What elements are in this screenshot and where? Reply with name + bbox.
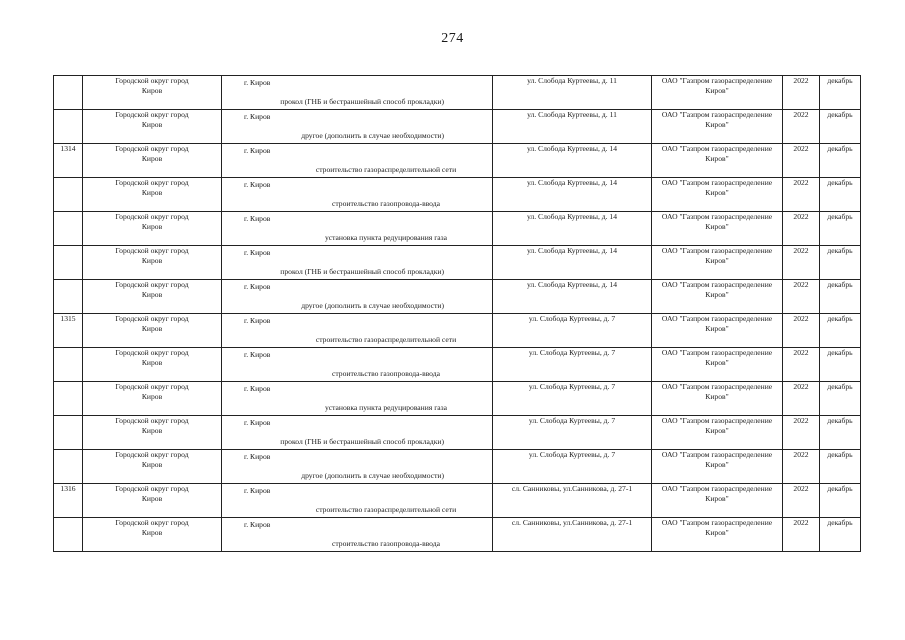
organization-line-1: ОАО "Газпром газораспределение [661, 314, 773, 323]
organization-line-1: ОАО "Газпром газораспределение [661, 144, 773, 153]
organization-line-2: Киров" [705, 188, 729, 197]
organization-cell [652, 178, 783, 212]
organization-line-2: Киров" [705, 324, 729, 333]
year-cell: 2022 [783, 484, 820, 518]
work-cell [222, 450, 493, 484]
settlement-text: г. Киров [244, 214, 271, 223]
work-type-text: строительство газораспределительной сети [315, 165, 457, 174]
municipality-line-1: Городской округ город [115, 416, 189, 425]
organization-line-2: Киров" [705, 392, 729, 401]
work-type-text: прокол (ГНБ и бестраншейный способ прокладки) [280, 267, 444, 276]
address-cell: ул. Слобода Куртеевы, д. 14 [493, 144, 652, 178]
municipality-line-2: Киров [141, 494, 163, 503]
work-type-text: установка пункта редуцирования газа [324, 403, 448, 412]
municipality-cell [83, 110, 222, 144]
table-row [54, 450, 861, 484]
address-cell: ул. Слобода Куртеевы, д. 14 [493, 280, 652, 314]
municipality-cell [83, 144, 222, 178]
settlement-text: г. Киров [244, 146, 271, 155]
settlement-text: г. Киров [244, 452, 271, 461]
municipality-cell [83, 212, 222, 246]
month-cell: декабрь [820, 382, 861, 416]
address-cell: сл. Санниковы, ул.Санникова, д. 27-1 [493, 484, 652, 518]
municipality-line-2: Киров [141, 460, 163, 469]
year-cell: 2022 [783, 246, 820, 280]
work-cell [222, 212, 493, 246]
row-number-cell: 1314 [54, 144, 83, 178]
municipality-line-1: Городской округ город [115, 178, 189, 187]
table-row [54, 144, 861, 178]
settlement-text: г. Киров [244, 350, 271, 359]
organization-line-2: Киров" [705, 222, 729, 231]
work-cell [222, 76, 493, 110]
organization-line-2: Киров" [705, 290, 729, 299]
page-number: 274 [441, 31, 464, 46]
year-cell: 2022 [783, 382, 820, 416]
municipality-cell [83, 280, 222, 314]
address-cell: ул. Слобода Куртеевы, д. 7 [493, 382, 652, 416]
organization-cell [652, 76, 783, 110]
work-cell [222, 348, 493, 382]
organization-cell [652, 246, 783, 280]
address-cell: ул. Слобода Куртеевы, д. 7 [493, 348, 652, 382]
settlement-text: г. Киров [244, 486, 271, 495]
organization-line-2: Киров" [705, 426, 729, 435]
year-cell: 2022 [783, 314, 820, 348]
settlement-text: г. Киров [244, 520, 271, 529]
municipality-line-2: Киров [141, 86, 163, 95]
municipality-cell [83, 76, 222, 110]
municipality-line-2: Киров [141, 426, 163, 435]
organization-line-1: ОАО "Газпром газораспределение [661, 416, 773, 425]
organization-line-2: Киров" [705, 494, 729, 503]
organization-line-1: ОАО "Газпром газораспределение [661, 348, 773, 357]
organization-line-1: ОАО "Газпром газораспределение [661, 76, 773, 85]
organization-cell [652, 144, 783, 178]
municipality-line-2: Киров [141, 392, 163, 401]
row-number-cell [54, 246, 83, 280]
row-number-cell [54, 348, 83, 382]
municipality-line-2: Киров [141, 290, 163, 299]
month-cell: декабрь [820, 212, 861, 246]
work-cell [222, 110, 493, 144]
organization-line-1: ОАО "Газпром газораспределение [661, 178, 773, 187]
municipality-line-2: Киров [141, 324, 163, 333]
work-cell [222, 484, 493, 518]
municipality-cell [83, 382, 222, 416]
row-number-cell [54, 450, 83, 484]
work-cell [222, 144, 493, 178]
organization-cell [652, 416, 783, 450]
month-cell: декабрь [820, 314, 861, 348]
municipality-cell [83, 314, 222, 348]
table-row [54, 280, 861, 314]
municipality-cell [83, 178, 222, 212]
settlement-text: г. Киров [244, 282, 271, 291]
year-cell: 2022 [783, 178, 820, 212]
table-row [54, 110, 861, 144]
table-row [54, 348, 861, 382]
address-cell: ул. Слобода Куртеевы, д. 11 [493, 110, 652, 144]
organization-line-2: Киров" [705, 154, 729, 163]
month-cell: декабрь [820, 518, 861, 552]
address-cell: ул. Слобода Куртеевы, д. 7 [493, 416, 652, 450]
organization-line-1: ОАО "Газпром газораспределение [661, 246, 773, 255]
table-row [54, 382, 861, 416]
work-cell [222, 178, 493, 212]
organization-line-1: ОАО "Газпром газораспределение [661, 450, 773, 459]
municipality-cell [83, 348, 222, 382]
municipality-line-1: Городской округ город [115, 518, 189, 527]
work-cell [222, 246, 493, 280]
municipality-line-1: Городской округ город [115, 280, 189, 289]
municipality-line-1: Городской округ город [115, 450, 189, 459]
works-table [53, 75, 861, 552]
work-cell [222, 416, 493, 450]
settlement-text: г. Киров [244, 384, 271, 393]
municipality-line-1: Городской округ город [115, 144, 189, 153]
row-number-cell [54, 178, 83, 212]
municipality-line-2: Киров [141, 256, 163, 265]
organization-line-2: Киров" [705, 358, 729, 367]
work-type-text: строительство газопровода-ввода [332, 199, 440, 208]
organization-line-2: Киров" [705, 256, 729, 265]
work-cell [222, 280, 493, 314]
table-row [54, 484, 861, 518]
municipality-line-1: Городской округ город [115, 484, 189, 493]
municipality-cell [83, 484, 222, 518]
settlement-text: г. Киров [244, 180, 271, 189]
month-cell: декабрь [820, 348, 861, 382]
settlement-text: г. Киров [244, 418, 271, 427]
year-cell: 2022 [783, 518, 820, 552]
municipality-line-2: Киров [141, 222, 163, 231]
work-type-text: строительство газораспределительной сети [315, 505, 457, 514]
settlement-text: г. Киров [244, 112, 271, 121]
municipality-line-2: Киров [141, 154, 163, 163]
organization-line-1: ОАО "Газпром газораспределение [661, 212, 773, 221]
month-cell: декабрь [820, 280, 861, 314]
municipality-line-1: Городской округ город [115, 76, 189, 85]
row-number-cell [54, 382, 83, 416]
year-cell: 2022 [783, 110, 820, 144]
municipality-line-2: Киров [141, 528, 163, 537]
organization-line-1: ОАО "Газпром газораспределение [661, 280, 773, 289]
address-cell: ул. Слобода Куртеевы, д. 7 [493, 450, 652, 484]
row-number-cell [54, 212, 83, 246]
address-cell: ул. Слобода Куртеевы, д. 7 [493, 314, 652, 348]
address-cell: сл. Санниковы, ул.Санникова, д. 27-1 [493, 518, 652, 552]
organization-line-1: ОАО "Газпром газораспределение [661, 518, 773, 527]
year-cell: 2022 [783, 76, 820, 110]
municipality-line-2: Киров [141, 358, 163, 367]
month-cell: декабрь [820, 484, 861, 518]
address-cell: ул. Слобода Куртеевы, д. 14 [493, 212, 652, 246]
address-cell: ул. Слобода Куртеевы, д. 14 [493, 246, 652, 280]
month-cell: декабрь [820, 246, 861, 280]
work-type-text: строительство газораспределительной сети [315, 335, 457, 344]
municipality-cell [83, 416, 222, 450]
organization-cell [652, 110, 783, 144]
municipality-line-1: Городской округ город [115, 212, 189, 221]
table-row [54, 314, 861, 348]
row-number-cell [54, 280, 83, 314]
settlement-text: г. Киров [244, 248, 271, 257]
organization-line-2: Киров" [705, 120, 729, 129]
organization-cell [652, 484, 783, 518]
municipality-line-2: Киров [141, 188, 163, 197]
year-cell: 2022 [783, 348, 820, 382]
municipality-line-1: Городской округ город [115, 382, 189, 391]
municipality-cell [83, 518, 222, 552]
municipality-line-2: Киров [141, 120, 163, 129]
work-type-text: установка пункта редуцирования газа [324, 233, 448, 242]
year-cell: 2022 [783, 144, 820, 178]
month-cell: декабрь [820, 416, 861, 450]
month-cell: декабрь [820, 178, 861, 212]
organization-line-1: ОАО "Газпром газораспределение [661, 484, 773, 493]
row-number-cell: 1316 [54, 484, 83, 518]
organization-cell [652, 518, 783, 552]
municipality-line-1: Городской округ город [115, 314, 189, 323]
organization-line-2: Киров" [705, 528, 729, 537]
table-body [54, 76, 861, 552]
work-type-text: прокол (ГНБ и бестраншейный способ прокладки) [280, 437, 444, 446]
table-row [54, 246, 861, 280]
work-type-text: другое (дополнить в случае необходимости) [301, 471, 444, 480]
address-cell: ул. Слобода Куртеевы, д. 11 [493, 76, 652, 110]
table-row [54, 518, 861, 552]
row-number-cell [54, 416, 83, 450]
month-cell: декабрь [820, 110, 861, 144]
municipality-line-1: Городской округ город [115, 110, 189, 119]
settlement-text: г. Киров [244, 78, 271, 87]
work-cell [222, 518, 493, 552]
year-cell: 2022 [783, 280, 820, 314]
table-row [54, 212, 861, 246]
work-type-text: строительство газопровода-ввода [332, 539, 440, 548]
municipality-cell [83, 450, 222, 484]
organization-cell [652, 450, 783, 484]
organization-line-1: ОАО "Газпром газораспределение [661, 110, 773, 119]
month-cell: декабрь [820, 450, 861, 484]
municipality-line-1: Городской округ город [115, 246, 189, 255]
organization-line-2: Киров" [705, 86, 729, 95]
settlement-text: г. Киров [244, 316, 271, 325]
work-type-text: строительство газопровода-ввода [332, 369, 440, 378]
organization-line-2: Киров" [705, 460, 729, 469]
table-row [54, 76, 861, 110]
organization-cell [652, 348, 783, 382]
work-type-text: другое (дополнить в случае необходимости) [301, 301, 444, 310]
month-cell: декабрь [820, 76, 861, 110]
year-cell: 2022 [783, 450, 820, 484]
month-cell: декабрь [820, 144, 861, 178]
organization-cell [652, 382, 783, 416]
year-cell: 2022 [783, 212, 820, 246]
year-cell: 2022 [783, 416, 820, 450]
organization-cell [652, 314, 783, 348]
row-number-cell [54, 76, 83, 110]
organization-line-1: ОАО "Газпром газораспределение [661, 382, 773, 391]
table-row [54, 416, 861, 450]
work-type-text: другое (дополнить в случае необходимости) [301, 131, 444, 140]
row-number-cell [54, 518, 83, 552]
address-cell: ул. Слобода Куртеевы, д. 14 [493, 178, 652, 212]
organization-cell [652, 212, 783, 246]
row-number-cell: 1315 [54, 314, 83, 348]
municipality-cell [83, 246, 222, 280]
organization-cell [652, 280, 783, 314]
table-row [54, 178, 861, 212]
work-cell [222, 382, 493, 416]
work-cell [222, 314, 493, 348]
municipality-line-1: Городской округ город [115, 348, 189, 357]
work-type-text: прокол (ГНБ и бестраншейный способ прокладки) [280, 97, 444, 106]
row-number-cell [54, 110, 83, 144]
